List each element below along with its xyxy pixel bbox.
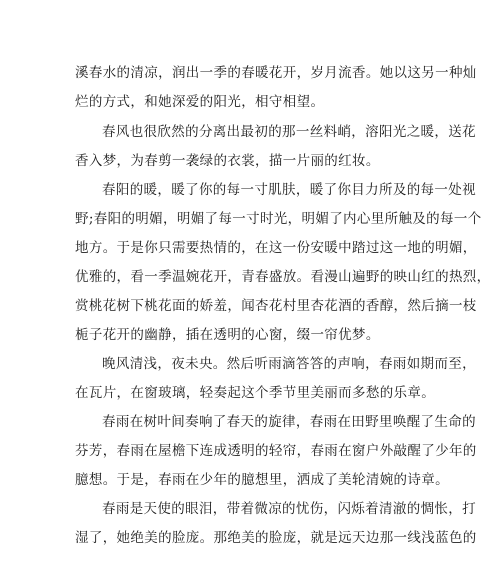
text-line: 优雅的，看一季温婉花开，青春盛放。看漫山遍野的映山红的热烈， xyxy=(75,269,491,285)
text-line: 在瓦片，在窗玻璃，轻奏起这个季节里美丽而多愁的乐章。 xyxy=(75,385,436,401)
paragraph-first-line: 晚风清浅，夜未央。然后听雨滴答答的声响，春雨如期而至， xyxy=(102,356,476,372)
text-line: 野;春阳的明媚，明媚了每一寸时光，明媚了内心里所触及的每一个 xyxy=(75,211,482,227)
page-bottom-fade xyxy=(0,556,500,566)
paragraph-first-line: 春雨是天使的眼泪，带着微凉的忧伤，闪烁着清澈的惆怅，打 xyxy=(102,501,476,517)
text-line: 芬芳，春雨在屋檐下连成透明的轻帘，春雨在窗户外敲醒了少年的 xyxy=(75,443,477,459)
text-line: 栀子花开的幽静，插在透明的心窗，缀一帘优梦。 xyxy=(75,327,380,343)
text-line: 臆想。于是，春雨在少年的臆想里，洒成了美轮清婉的诗章。 xyxy=(75,472,449,488)
text-line: 溪春水的清凉，润出一季的春暖花开，岁月流香。她以这另一种灿 xyxy=(75,65,477,81)
text-line: 烂的方式，和她深爱的阳光，相守相望。 xyxy=(75,94,325,110)
text-line: 地方。于是你只需要热情的，在这一份安暖中踏过这一地的明媚， xyxy=(75,240,477,256)
paragraph-first-line: 春雨在树叶间奏响了春天的旋律，春雨在田野里唤醒了生命的 xyxy=(102,414,476,430)
text-line: 湿了，她绝美的脸庞。那绝美的脸庞，就是远天边那一线浅蓝色的 xyxy=(75,530,477,546)
text-line: 香入梦，为春剪一袭绿的衣裳，描一片丽的红妆。 xyxy=(75,153,380,169)
paragraph-first-line: 春风也很欣然的分离出最初的那一丝料峭，溶阳光之暖，送花 xyxy=(102,124,476,140)
paragraph-first-line: 春阳的暖，暖了你的每一寸肌肤，暖了你目力所及的每一处视 xyxy=(102,182,476,198)
text-line: 赏桃花树下桃花面的娇羞，闻杏花村里杏花酒的香醇，然后摘一枝 xyxy=(75,298,477,314)
